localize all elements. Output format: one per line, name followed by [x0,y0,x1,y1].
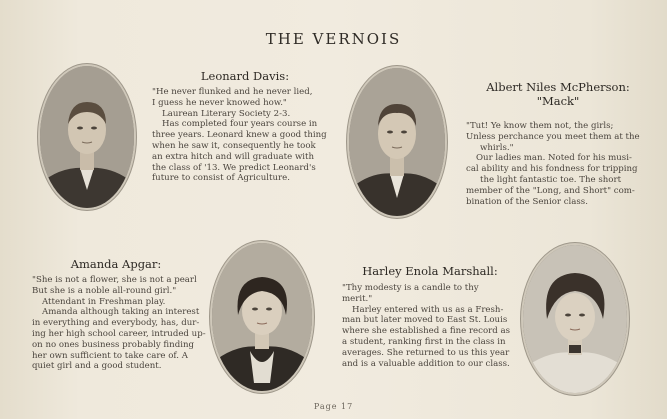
entry-text [466,121,652,207]
entry-text [32,275,212,372]
text-line: quiet girl and a good student. [32,361,162,372]
text-line: bination of the Senior class. [466,196,588,207]
portrait-albert-mcpherson [349,68,445,216]
text-line: Our ladies man. Noted for his musi- [476,153,632,164]
text-line: on no ones business probably finding [32,339,194,350]
portrait-amanda-apgar [212,243,312,391]
text-line: "He never flunked and he never lied, [152,87,313,97]
text-line: Attendant in Freshman play. [42,296,166,307]
text-line: whirls." [480,142,514,153]
entry-name: Albert Niles McPherson: [486,80,630,94]
portrait-leonard-davis [40,66,134,208]
entry-text [342,283,518,369]
text-line: the class of '13. We predict Leonard's [152,162,316,173]
text-line: an extra hitch and will graduate with [152,151,315,162]
text-line: averages. She returned to us this year [342,347,510,358]
text-line: member of the "Long, and Short" com- [466,185,635,196]
text-line: cal ability and his fondness for tripping [466,164,638,175]
text-line: in everything and everybody, has, dur- [32,318,200,329]
text-line: where she established a fine record as [342,326,510,337]
entry-name: Harley Enola Marshall: [362,264,498,278]
text-line: "Tut! Ye know them not, the girls; [466,121,614,131]
text-line: the light fantastic toe. The short [480,174,622,185]
text-line: ing her high school career, intruded up- [32,328,206,339]
text-line: her own sufficient to take care of. A [32,350,188,361]
text-line: Amanda although taking an interest [42,307,200,318]
text-line: when he saw it, consequently he took [152,140,316,151]
text-line: Laurean Literary Society 2-3. [162,108,291,119]
entry-nickname: "Mack" [536,94,580,108]
entry-text [152,87,330,184]
portrait-harley-marshall [523,245,627,393]
text-line: Harley entered with us as a Fresh- [352,304,504,315]
text-line: future to consist of Agriculture. [152,173,290,184]
text-line: three years. Leonard knew a good thing [152,130,327,141]
text-line: and is a valuable addition to our class. [342,358,510,369]
text-line: But she is a noble all-round girl." [32,285,177,296]
text-line: "Thy modesty is a candle to thy [342,283,479,293]
page-title: THE VERNOIS [265,30,402,48]
entry-name: Amanda Apgar: [70,257,162,271]
text-line: I guess he never knowed how." [152,97,287,108]
text-line: Unless perchance you meet them at the [466,131,640,142]
text-line: merit." [342,293,373,304]
text-line: "She is not a flower, she is not a pearl [32,275,197,285]
page-number: Page 17 [313,402,354,411]
text-line: man but later moved to East St. Louis [342,315,508,326]
text-line: a student, ranking first in the class in [342,336,506,347]
text-line: Has completed four years course in [162,119,318,130]
entry-name: Leonard Davis: [200,69,290,83]
